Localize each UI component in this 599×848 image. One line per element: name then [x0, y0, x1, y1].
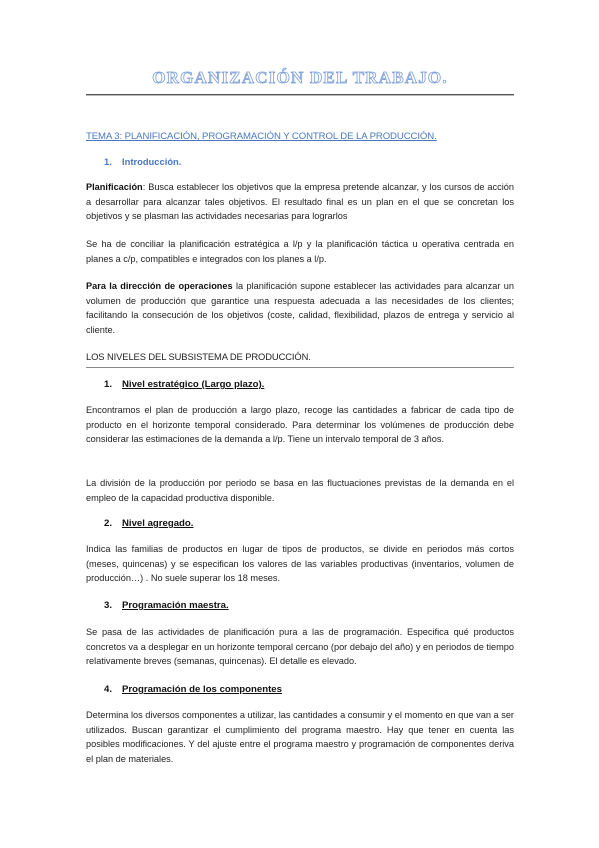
- level-heading-4: [104, 684, 282, 695]
- level-number: 2.: [104, 518, 113, 529]
- paragraph-programacion-maestra: Se pasa de las actividades de planificación pura a las de programación. Especifica qué productos concretos va a desplegar en un horizonte temporal cercano (por debajo del año) y en periodos de tiempo relativamente breves (semanas, quincenas). El detalle es elevado.: [86, 627, 514, 667]
- section-heading: LOS NIVELES DEL SUBSISTEMA DE PRODUCCIÓN.: [86, 351, 311, 362]
- paragraph-direccion: [86, 279, 514, 337]
- paragraph-direccion-text: la planificación supone establecer las actividades para alcanzar un volumen de producción que garantice una respuesta adecuada a las necesidades de los clientes; facilitando la consecución de los objetivos (coste, calidad, flexibilidad, plazos de entrega y servicio al cliente.: [86, 281, 514, 335]
- intro-heading: [104, 156, 181, 167]
- intro-number: 1.: [104, 156, 112, 167]
- intro-label: Introducción.: [122, 156, 182, 167]
- level-label: Nivel agregado.: [122, 518, 194, 529]
- document-title: ORGANIZACIÓN DEL TRABAJO.: [152, 68, 448, 87]
- level-heading-1: [104, 379, 264, 390]
- paragraph-nivel-agregado: Indica las familias de productos en lugar de tipos de productos, se divide en periodos más cortos (meses, quincenas) y se especifican los valores de las variables productivas (inventarios, volumen de producción…) . No suele superar los 18 meses.: [86, 544, 514, 584]
- paragraph-planificacion-text: : Busca establecer los objetivos que la empresa pretende alcanzar, y los cursos de acción a desarrollar para alcanzar tales objetivos. El resultado final es un plan en el que se concretan los objetivos y se plasman las actividades necesarias para lograrlos: [86, 182, 514, 222]
- title-divider: [86, 94, 514, 96]
- level-number: 3.: [104, 600, 113, 611]
- paragraph-planificacion: [86, 180, 514, 224]
- paragraph-conciliar: Se ha de conciliar la planificación estratégica a l/p y la planificación táctica u operativa centrada en planes a c/p, compatibles e integrados con los planes a l/p.: [86, 239, 514, 264]
- level-number: 1.: [104, 379, 113, 390]
- level-heading-2: [104, 518, 193, 529]
- level-label: Programación de los componentes: [122, 684, 282, 695]
- level-label: Programación maestra.: [122, 600, 229, 611]
- level-number: 4.: [104, 684, 113, 695]
- paragraph-nivel-estrategico: Encontramos el plan de producción a largo plazo, recoge las cantidades a fabricar de cada tipo de producto en el horizonte temporal considerado. Para determinar los volúmenes de producción debe considerar las estimaciones de la demanda a l/p. Tiene un intervalo temporal de 3 años.: [86, 405, 514, 445]
- level-label: Nivel estratégico (Largo plazo).: [122, 379, 265, 390]
- level-heading-3: [104, 600, 229, 611]
- paragraph-planificacion-bold: Planificación: [86, 182, 143, 192]
- paragraph-direccion-bold: Para la dirección de operaciones: [86, 281, 233, 291]
- section-divider: [86, 367, 514, 368]
- paragraph-division: La división de la producción por periodo se basa en las fluctuaciones previstas de la demanda en el empleo de la capacidad productiva disponible.: [86, 478, 514, 503]
- paragraph-componentes: Determina los diversos componentes a utilizar, las cantidades a consumir y el momento en que van a ser utilizados. Buscan garantizar el cumplimiento del programa maestro. Hay que tener en cuenta las posibles modificaciones. Y del ajuste entre el programa maestro y programación de componentes deriva el plan de materiales.: [86, 710, 514, 764]
- tema-heading: TEMA 3: PLANIFICACIÓN, PROGRAMACIÓN Y CONTROL DE LA PRODUCCIÓN.: [86, 131, 437, 142]
